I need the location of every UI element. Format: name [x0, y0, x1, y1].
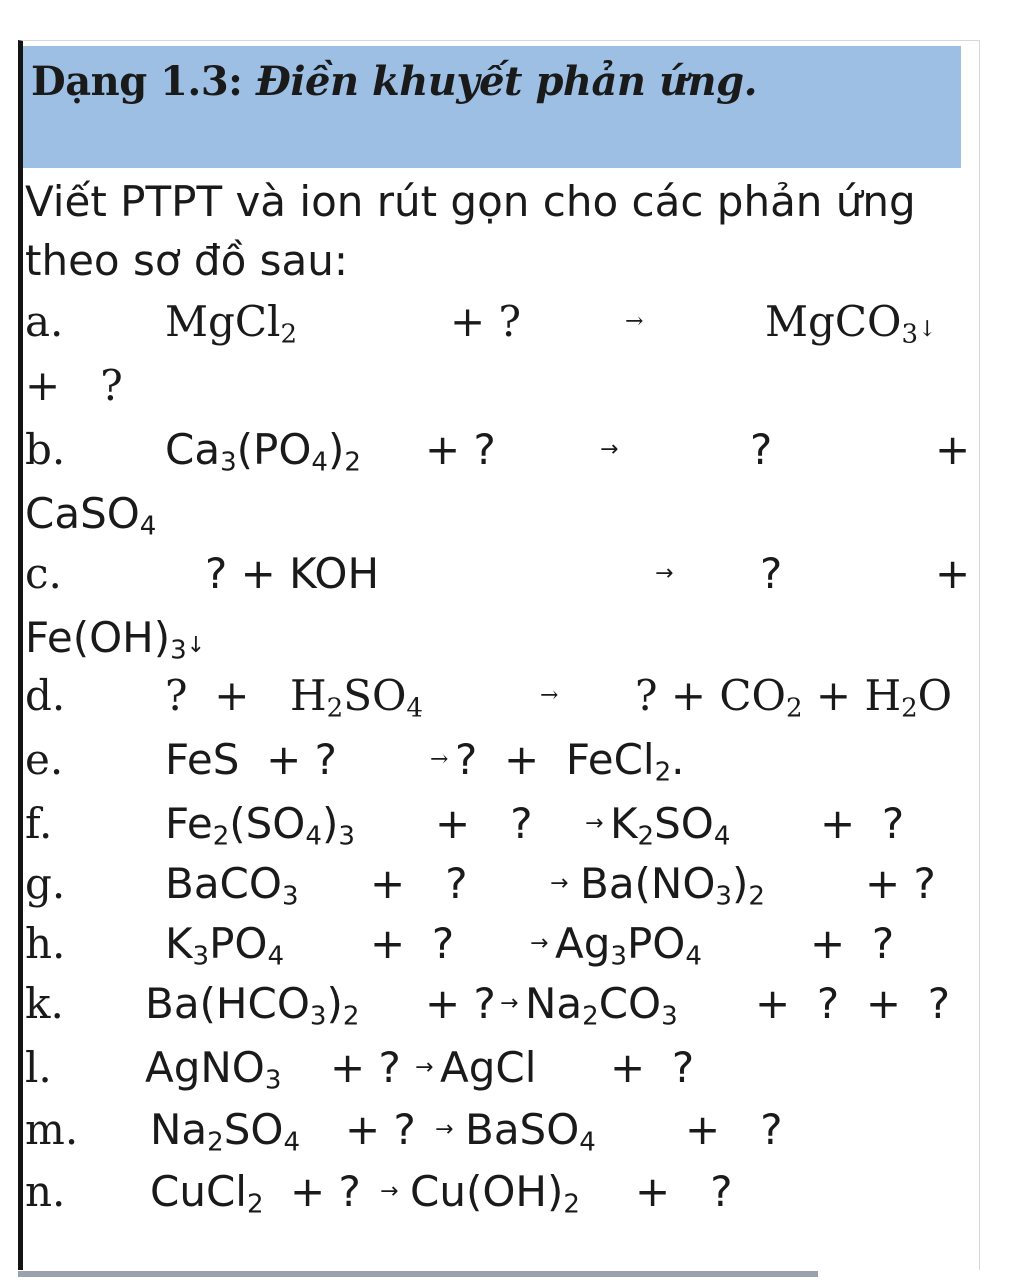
reactant: CuCl$_2$ [150, 1167, 264, 1220]
reactants: ? + KOH [205, 549, 380, 598]
equation-d [25, 664, 965, 728]
reaction-arrow: → [655, 561, 674, 586]
reactant: $Ba(HCO_3)_2$ [145, 979, 360, 1032]
plus-unknown: + ? [370, 859, 468, 908]
equation-l [25, 1036, 965, 1100]
section-title-italic: Điền khuyết phản ứng. [255, 58, 757, 105]
plus-unknown: + ? [685, 1105, 783, 1154]
equation-m [25, 1098, 965, 1162]
reaction-arrow: → [625, 309, 644, 334]
equation-g [25, 852, 965, 916]
product: $Na_2CO_3$ [525, 979, 678, 1032]
reaction-arrow: → [600, 437, 619, 462]
wrapped-term: + ? [25, 361, 123, 410]
equation-label: k. [25, 979, 64, 1028]
precipitate-arrow: ↓ [186, 633, 206, 658]
product: $K_2SO_4$ [610, 799, 731, 852]
precipitate-arrow: ↓ [918, 317, 937, 342]
reaction-arrow: → [500, 991, 519, 1016]
plus-unknown: + ? [425, 425, 496, 474]
plus-unknown: + ? [425, 979, 496, 1028]
reactants: FeS + ? [165, 735, 337, 784]
equation-label: f. [25, 799, 53, 848]
reactant: MgCl$_2$ [165, 297, 298, 350]
bottom-scroll-strip [18, 1271, 818, 1277]
plus-unknown: + ? [370, 919, 455, 968]
plus-sign: + [935, 549, 971, 598]
product: $Ag_3PO_4$ [555, 919, 702, 972]
reactant: $Fe_2(SO_4)_3$ [165, 799, 355, 852]
product-unknown: ? [760, 549, 783, 598]
reactant: BaCO$_3$ [165, 859, 299, 912]
reactant: $Ca_3(PO_4)_2$ [165, 425, 361, 478]
equation-label: a. [25, 297, 64, 346]
equation-b [25, 418, 971, 482]
equation-label: c. [25, 549, 62, 598]
plus-unknown: + ? [435, 799, 533, 848]
reaction-arrow: → [435, 1117, 454, 1142]
equation-c-wrap [25, 606, 965, 670]
plus-unknowns: + ? + ? [755, 979, 951, 1028]
equation-h [25, 912, 965, 976]
equation-k [25, 972, 965, 1036]
product: AgCl [440, 1043, 537, 1092]
plus-unknown: + ? [330, 1043, 401, 1092]
product: $Ba(NO_3)_2$ [580, 859, 765, 912]
equation-label: h. [25, 919, 66, 968]
equation-label: e. [25, 735, 64, 784]
product: MgCO$_3$↓ [765, 297, 937, 350]
reactant: $H_2SO_4$ [290, 671, 423, 724]
plus-unknown: + ? [810, 919, 895, 968]
plus-unknown: + ? [450, 297, 522, 346]
equation-a [25, 290, 965, 354]
equation-label: d. [25, 671, 66, 720]
equation-label: g. [25, 859, 66, 908]
plus-sign: + [935, 425, 971, 474]
reaction-arrow: → [415, 1055, 434, 1080]
reactant: AgNO$_3$ [145, 1043, 282, 1096]
plus-unknown: + ? [610, 1043, 695, 1092]
equation-label: m. [25, 1105, 79, 1154]
reaction-arrow: → [585, 811, 604, 836]
wrapped-term: $Fe(OH)_3↓$ [25, 613, 206, 666]
equation-e [25, 728, 965, 792]
product-unknown: ? [750, 425, 773, 474]
products: ? + FeCl$_2$. [455, 735, 685, 788]
equation-n [25, 1160, 965, 1224]
equation-label: n. [25, 1167, 66, 1216]
plus-unknown: + ? [290, 1167, 361, 1216]
equation-label: l. [25, 1043, 52, 1092]
reactant: $Na_2SO_4$ [150, 1105, 300, 1158]
equation-b-wrap [25, 482, 965, 546]
equation-a-wrap [25, 354, 965, 418]
wrapped-term: CaSO$_4$ [25, 489, 157, 542]
equation-c [25, 542, 971, 606]
products: ? + $CO_2 + H_2O$ [635, 671, 953, 724]
instruction-text: Viết PTPT và ion rút gọn cho các phản ứng theo sơ đồ sau: [25, 177, 916, 285]
section-title-prefix: Dạng 1.3: [31, 58, 256, 105]
reactant: $K_3PO_4$ [165, 919, 285, 972]
plus-unknown: + ? [345, 1105, 416, 1154]
reaction-arrow: → [430, 747, 449, 772]
reaction-arrow: → [540, 683, 559, 708]
reaction-arrow: → [530, 931, 549, 956]
equation-label: b. [25, 425, 66, 474]
plus-unknown: + ? [635, 1167, 733, 1216]
section-title [31, 58, 757, 105]
product: BaSO$_4$ [465, 1105, 596, 1158]
reaction-arrow: → [380, 1179, 399, 1204]
plus-unknown: + ? [865, 859, 936, 908]
product: $Cu(OH)_2$ [410, 1167, 580, 1220]
reactant-unknown: ? + [165, 671, 277, 720]
plus-unknown: + ? [820, 799, 905, 848]
equation-f [25, 792, 965, 856]
reaction-arrow: → [550, 871, 569, 896]
section-header [23, 46, 961, 168]
